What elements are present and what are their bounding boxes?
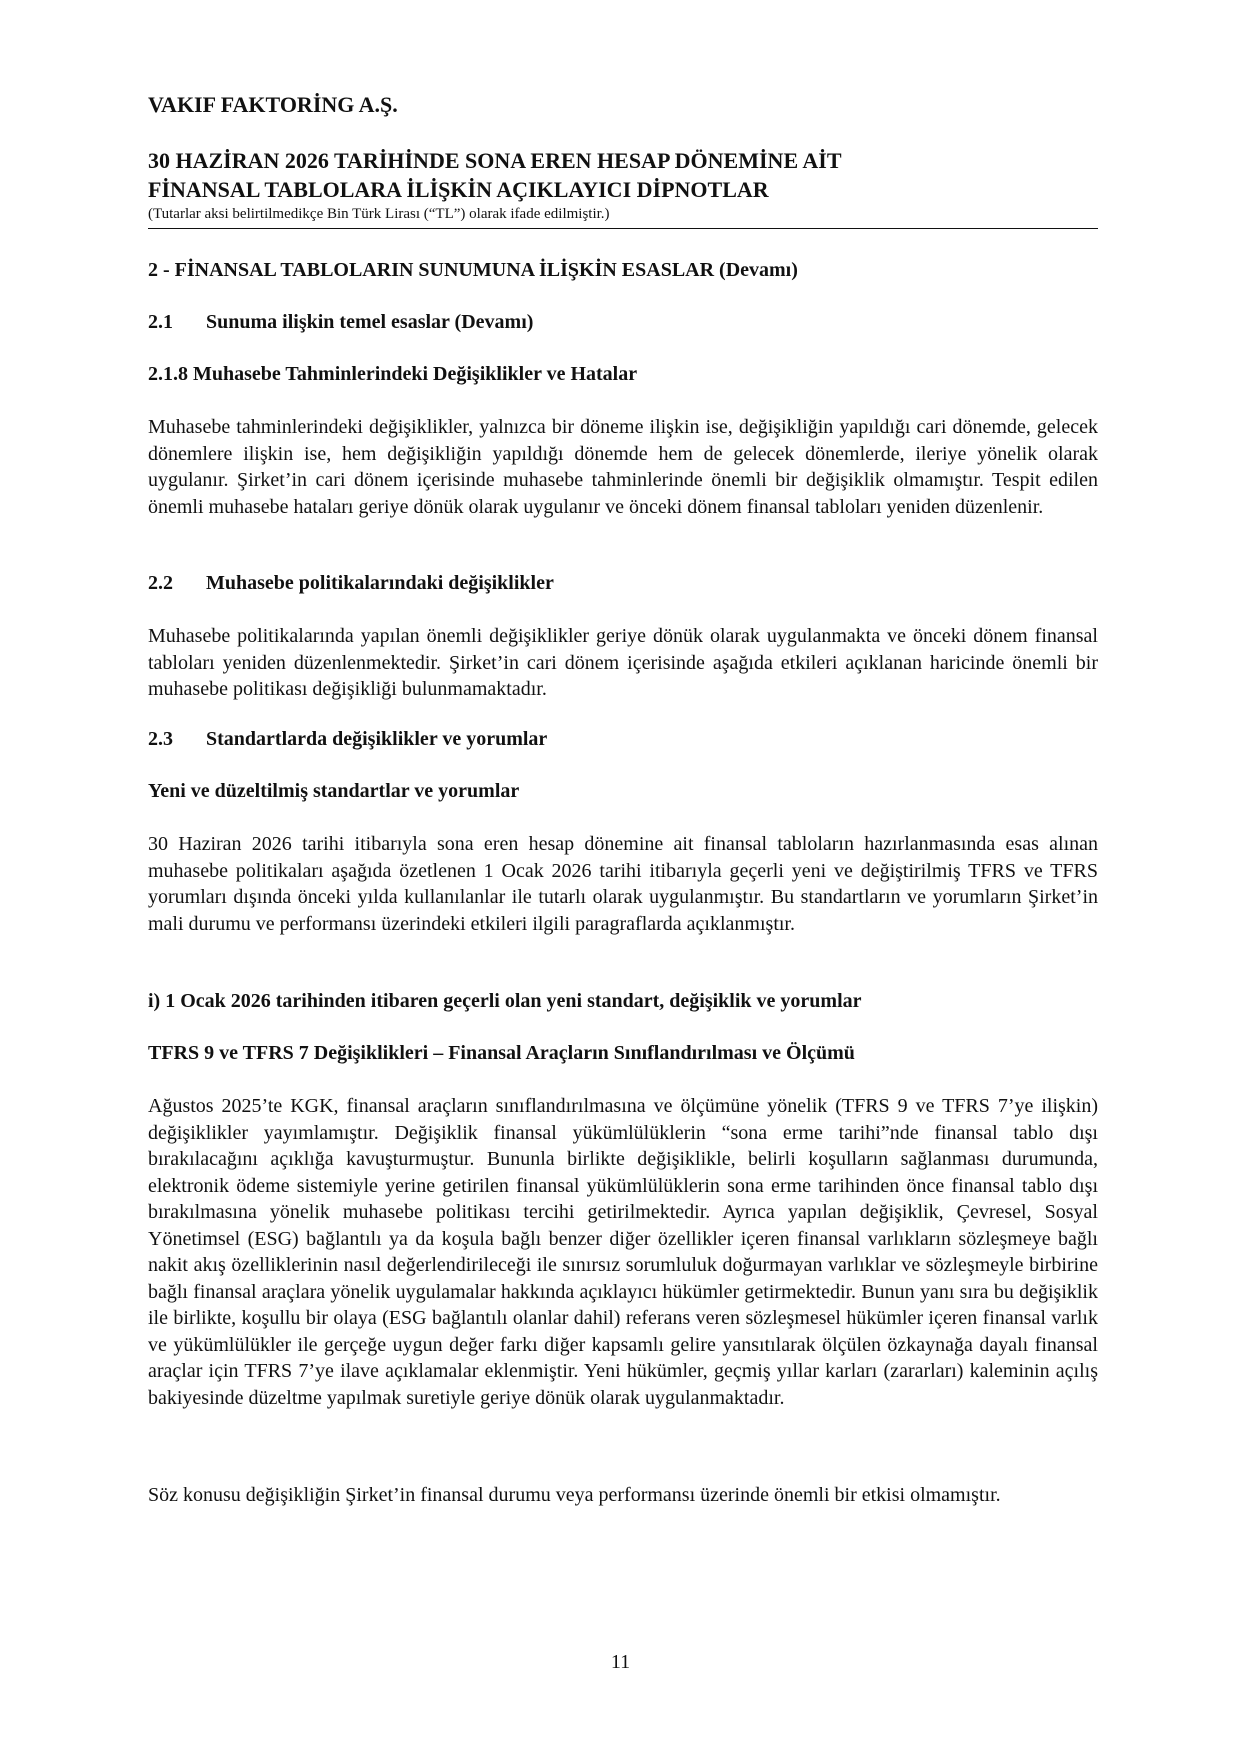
standards-subheading: Yeni ve düzeltilmiş standartlar ve yorumlar bbox=[148, 780, 520, 802]
paragraph-standards: 30 Haziran 2026 tarihi itibarıyla sona eren hesap dönemine ait finansal tabloların hazırlanmasında esas alınan muhasebe politikaları aşağıda özetlenen 1 Ocak 2026 tarihi itibarıyla geçerli yeni ve değiştirilmiş TFRS ve TFRS yorumları dışında önceki yılda kullanılanlar ile tutarlı olarak uygulanmıştır. Bu standartların ve yorumların Şirket’in mali durumu ve performansı üzerindeki etkileri ilgili paragraflarda açıklanmıştır. bbox=[148, 833, 1098, 935]
section-2-1-heading bbox=[148, 310, 533, 334]
page-number: 11 bbox=[610, 1651, 631, 1673]
report-title-line-2: FİNANSAL TABLOLARA İLİŞKİN AÇIKLAYICI DİPNOTLAR bbox=[148, 177, 769, 202]
paragraph-effect: Söz konusu değişikliğin Şirket’in finansal durumu veya performansı üzerinde önemli bir etkisi olmamıştır. bbox=[148, 1484, 1001, 1506]
section-number: 2.3 bbox=[148, 728, 173, 750]
section-title: Muhasebe politikalarındaki değişiklikler bbox=[206, 572, 554, 594]
section-title: Sunuma ilişkin temel esaslar (Devamı) bbox=[206, 311, 534, 333]
currency-note: (Tutarlar aksi belirtilmedikçe Bin Türk Lirası (“TL”) olarak ifade edilmiştir.) bbox=[148, 206, 610, 222]
section-number: 2.2 bbox=[148, 572, 173, 594]
section-2-1-8-heading: 2.1.8 Muhasebe Tahminlerindeki Değişiklikler ve Hatalar bbox=[148, 363, 638, 385]
section-2-heading: 2 - FİNANSAL TABLOLARIN SUNUMUNA İLİŞKİN ESASLAR (Devamı) bbox=[148, 259, 798, 281]
paragraph-policies: Muhasebe politikalarında yapılan önemli değişiklikler geriye dönük olarak uygulanmakta ve önceki dönem finansal tabloları yeniden düzenlenmektedir. Şirket’in cari dönem içerisinde aşağıda etkileri açıklanan haricinde önemli bir muhasebe politikası değişikliği bulunmamaktadır. bbox=[148, 625, 1098, 700]
section-title: Standartlarda değişiklikler ve yorumlar bbox=[206, 728, 548, 750]
header-divider bbox=[148, 228, 1098, 229]
company-name: VAKIF FAKTORİNG A.Ş. bbox=[148, 92, 398, 117]
section-2-3-heading bbox=[148, 727, 547, 751]
item-i-heading: i) 1 Ocak 2026 tarihinden itibaren geçerli olan yeni standart, değişiklik ve yorumlar bbox=[148, 990, 862, 1012]
tfrs-heading: TFRS 9 ve TFRS 7 Değişiklikleri – Finansal Araçların Sınıflandırılması ve Ölçümü bbox=[148, 1042, 855, 1064]
paragraph-estimates: Muhasebe tahminlerindeki değişiklikler, yalnızca bir döneme ilişkin ise, değişikliğin yapıldığı cari dönemde, gelecek dönemlere ilişkin ise, hem değişikliğin yapıldığı dönemde hem de gelecek dönemlerde, ileriye yönelik olarak uygulanır. Şirket’in cari dönem içerisinde muhasebe tahminlerinde önemli bir değişiklik olmamıştır. Tespit edilen önemli muhasebe hataları geriye dönük olarak uygulanır ve önceki dönem finansal tabloları yeniden düzenlenir. bbox=[148, 416, 1098, 518]
paragraph-tfrs-amendments: Ağustos 2025’te KGK, finansal araçların sınıflandırılmasına ve ölçümüne yönelik (TFRS 9 ve TFRS 7’ye ilişkin) değişiklikler yayımlamıştır. Değişiklik finansal yükümlülüklerin “sona erme tarihi”nde finansal tablo dışı bırakılacağını açıklığa kavuşturmuştur. Bununla birlikte değişiklikle, belirli koşulların sağlanması durumunda, elektronik ödeme sistemiyle yerine getirilen finansal yükümlülüklerin sona erme tarihinden önce finansal tablo dışı bırakılmasına yönelik muhasebe politikası tercihi getirilmektedir. Ayrıca yapılan değişiklik, Çevresel, Sosyal Yönetimsel (ESG) bağlantılı ya da koşula bağlı benzer diğer özellikler içeren finansal varlıkların sözleşmeye bağlı nakit akış özelliklerinin nasıl değerlendirileceği ile sınırsız sorumluluk doğurmayan varlıklar ve sözleşmeyle birbirine bağlı finansal araçlara yönelik uygulamalar hakkında açıklayıcı hükümler getirmektedir. Bunun yanı sıra bu değişiklik ile birlikte, koşullu bir olaya (ESG bağlantılı olanlar dahil) referans veren sözleşmesel hükümler içeren finansal varlık ve yükümlülükler ile gerçeğe uygun değer farkı diğer kapsamlı gelire yansıtılarak ölçülen özkaynağa dayalı finansal araçlar için TFRS 7’ye ilave açıklamalar eklenmiştir. Yeni hükümler, geçmiş yıllar karları (zararları) kaleminin açılış bakiyesinde düzeltme yapılmak suretiyle geriye dönük olarak uygulanmaktadır. bbox=[148, 1095, 1098, 1409]
section-number: 2.1 bbox=[148, 311, 173, 333]
report-title-line-1: 30 HAZİRAN 2026 TARİHİNDE SONA EREN HESAP DÖNEMİNE AİT bbox=[148, 148, 842, 173]
section-2-2-heading bbox=[148, 571, 554, 595]
